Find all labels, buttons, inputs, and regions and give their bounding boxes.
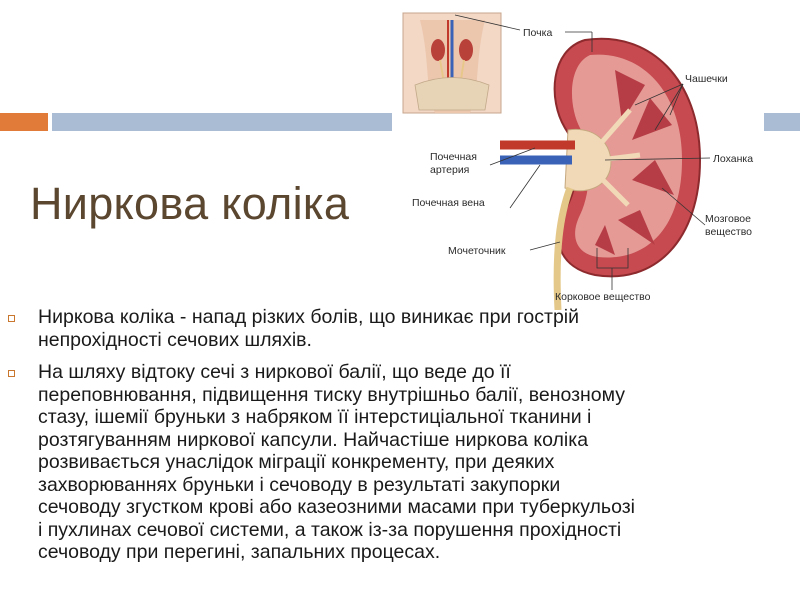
label-renal-vein: Почечная вена: [412, 197, 485, 209]
bullet-line: На шляху відтоку сечі з ниркової балії, що веде до її: [38, 361, 511, 383]
bullet-line: Ниркова коліка - напад різких болів, що виникає при гострій: [38, 306, 580, 328]
bullet-line: стазу, ішемії бруньки з набряком її інтерстиціальної тканини і: [38, 406, 592, 428]
bullet-line: захворюваннях бруньки і сечоводу в результаті закупорки: [38, 473, 561, 496]
bullet-square-icon: [8, 315, 15, 322]
label-ureter: Мочеточник: [448, 245, 506, 257]
bullet-line: розтягуванням ниркової капсули. Найчастіше ниркова коліка: [38, 428, 589, 451]
label-kidney: Почка: [523, 27, 553, 39]
bullet-line: сечоводу при перегині, запальних процесах.: [38, 541, 441, 563]
bullet-line: переповнювання, підвищення тиску внутрішньо балії, венозному: [38, 383, 626, 406]
bullet-item: [8, 306, 798, 351]
label-cortex: Корковое вещество: [555, 291, 651, 303]
bullet-line: розвивається унаслідок міграції конкременту, при деяких: [38, 451, 555, 473]
kidney-section: [500, 39, 700, 310]
label-renal-artery-2: артерия: [430, 164, 470, 176]
label-medulla-1: Мозговое: [705, 213, 751, 225]
bullet-square-icon: [8, 370, 15, 377]
label-renal-artery-1: Почечная: [430, 151, 477, 163]
label-medulla-2: вещество: [705, 226, 753, 238]
bullet-list: [8, 306, 798, 574]
slide-title: Ниркова коліка: [30, 178, 350, 229]
kidney-anatomy-figure: [400, 10, 800, 310]
bullet-line: і пухлинах сечової системи, а також із-за порушення прохідності: [38, 518, 622, 541]
accent-bar-blue-left: [52, 113, 392, 131]
label-pelvis: Лоханка: [713, 153, 754, 165]
label-calyces: Чашечки: [685, 73, 728, 85]
torso-inset: [403, 13, 520, 113]
bullet-line: непрохідності сечових шляхів.: [38, 328, 312, 351]
bullet-item: [8, 361, 798, 564]
bullet-line: сечоводу згустком крові або казеозними масами при туберкульозі: [38, 496, 635, 518]
accent-bar-orange: [0, 113, 48, 131]
